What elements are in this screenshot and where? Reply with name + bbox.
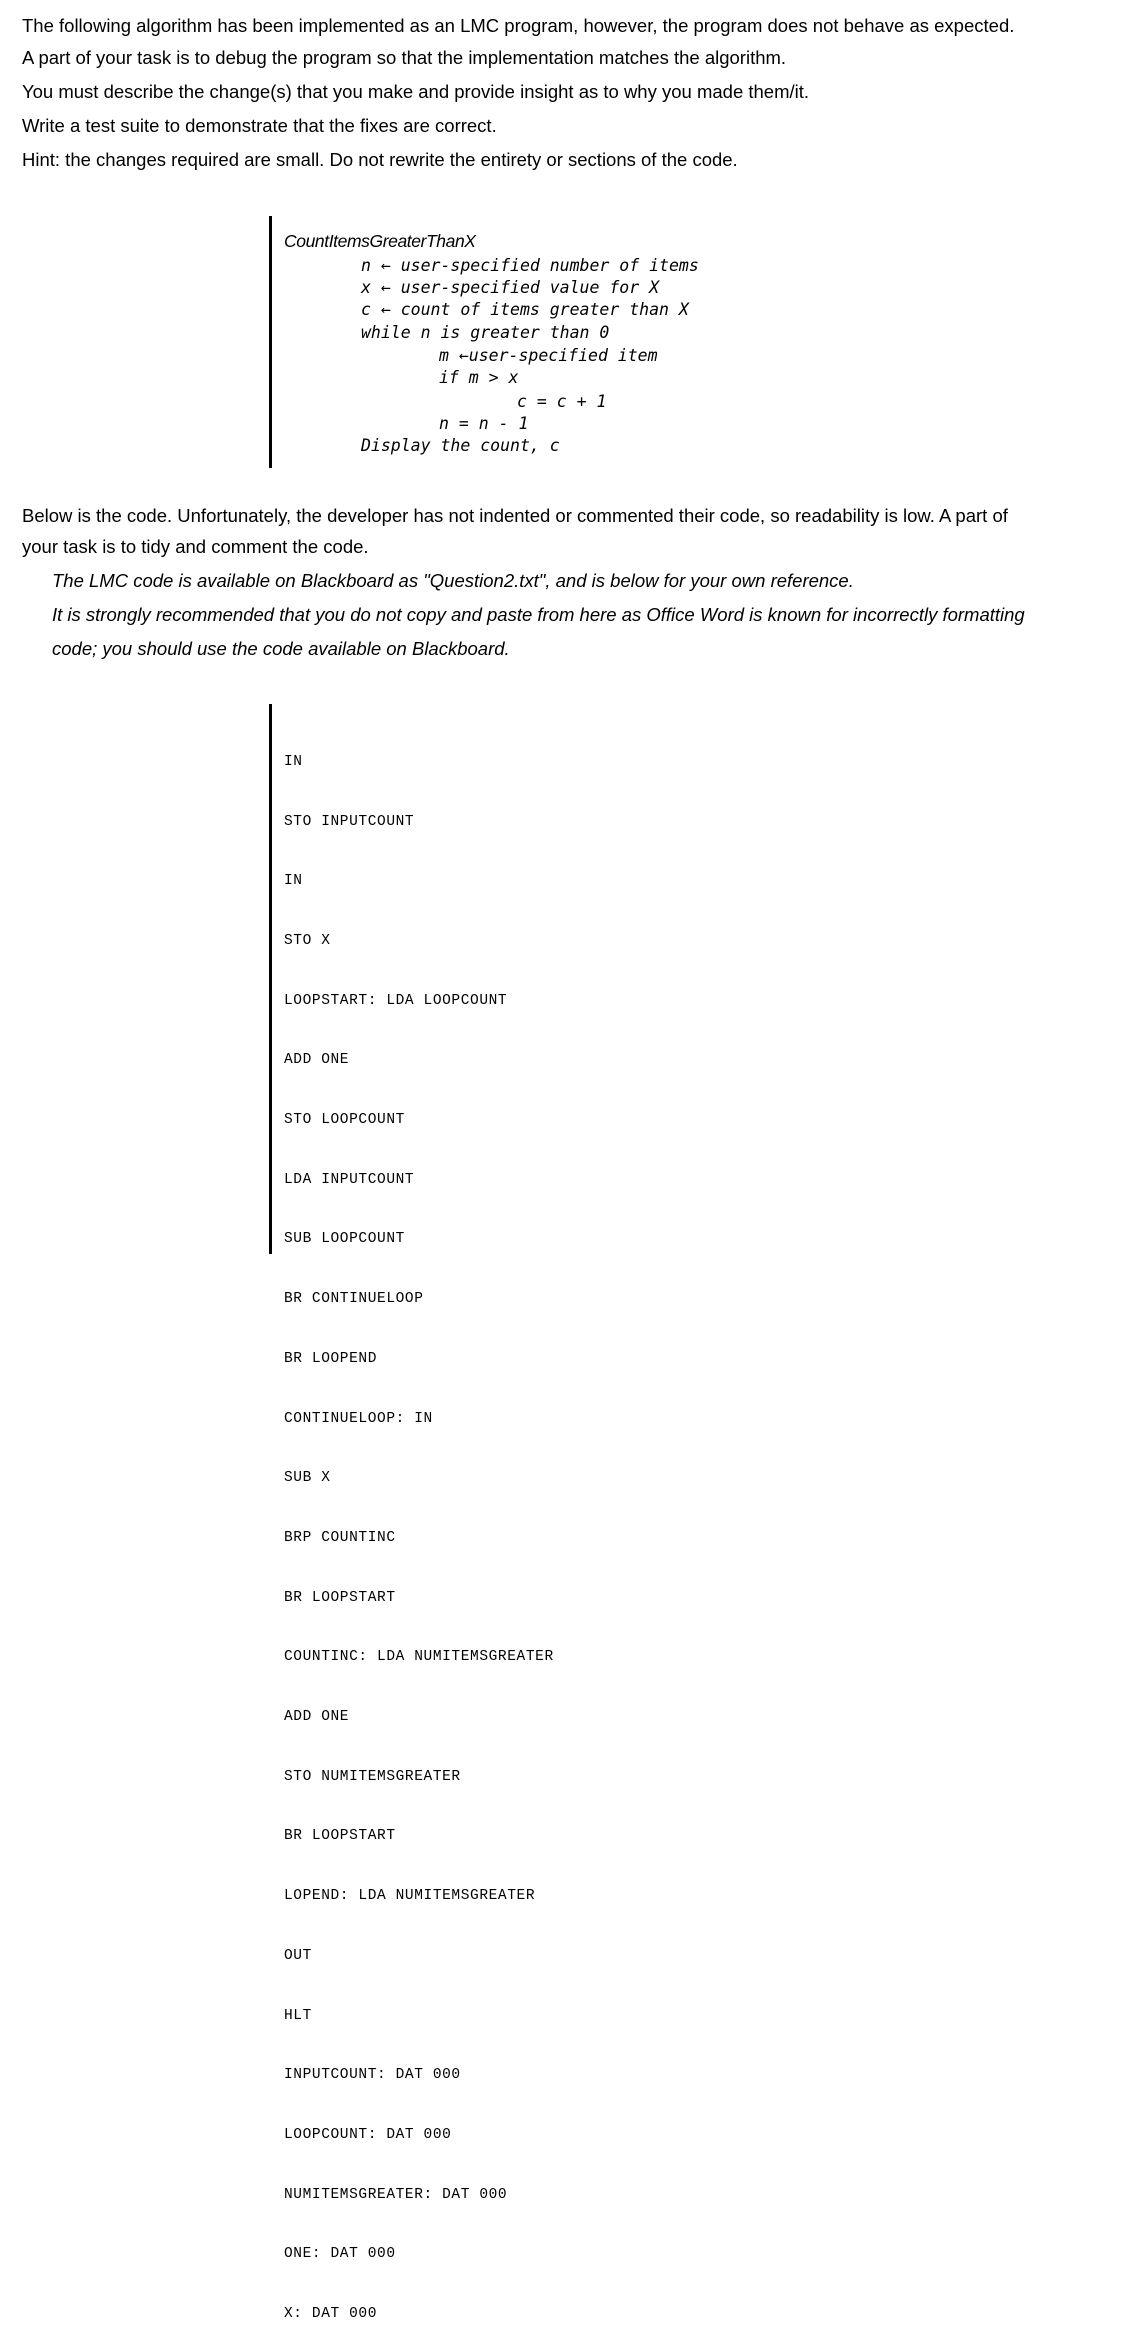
italic-note-3: code; you should use the code available on Blackboard. [52, 638, 510, 659]
hint-paragraph: Hint: the changes required are small. Do not rewrite the entirety or sections of the code. [22, 149, 738, 170]
code-line: X: DAT 000 [284, 2306, 378, 2323]
code-line: COUNTINC: LDA NUMITEMSGREATER [284, 1649, 554, 1666]
lmc-code-block [284, 713, 554, 2345]
code-line: SUB LOOPCOUNT [284, 1231, 405, 1248]
code-line: LDA INPUTCOUNT [284, 1171, 415, 1188]
code-line: ADD ONE [284, 1052, 350, 1069]
intro-paragraph-1: The following algorithm has been implemented as an LMC program, however, the program does not behave as expected. [22, 15, 1015, 36]
code-line: IN [284, 753, 303, 770]
code-line: NUMITEMSGREATER: DAT 000 [284, 2186, 508, 2203]
code-line: BR CONTINUELOOP [284, 1291, 424, 1308]
code-line: BRP COUNTINC [284, 1529, 396, 1546]
code-line: LOOPCOUNT: DAT 000 [284, 2126, 452, 2143]
algorithm-title: CountItemsGreaterThanX [284, 231, 476, 251]
code-line: SUB X [284, 1470, 331, 1487]
code-line: BR LOOPSTART [284, 1828, 396, 1845]
code-line: BR LOOPEND [284, 1350, 378, 1367]
algorithm-line-x: x ← user-specified value for X [361, 278, 660, 297]
code-line: STO LOOPCOUNT [284, 1112, 405, 1129]
code-line: IN [284, 873, 303, 890]
intro-paragraph-3: You must describe the change(s) that you make and provide insight as to why you made them/it. [22, 81, 810, 102]
algorithm-line-m: m ←user-specified item [439, 346, 658, 365]
algorithm-line-increment: c = c + 1 [517, 392, 607, 411]
code-line: STO NUMITEMSGREATER [284, 1768, 461, 1785]
code-line: BR LOOPSTART [284, 1589, 396, 1606]
italic-note-1: The LMC code is available on Blackboard as "Question2.txt", and is below for your own reference. [52, 570, 854, 591]
code-line: STO INPUTCOUNT [284, 813, 415, 830]
code-line: OUT [284, 1947, 312, 1964]
algorithm-left-bar [269, 216, 272, 468]
code-line: STO X [284, 932, 331, 949]
intro-paragraph-4: Write a test suite to demonstrate that the fixes are correct. [22, 115, 497, 136]
algorithm-line-decrement: n = n - 1 [439, 414, 529, 433]
code-left-bar [269, 704, 272, 1254]
algorithm-line-display: Display the count, c [361, 436, 560, 455]
code-line: LOOPSTART: LDA LOOPCOUNT [284, 992, 508, 1009]
middle-paragraph-2: your task is to tidy and comment the code. [22, 536, 369, 557]
code-line: INPUTCOUNT: DAT 000 [284, 2067, 461, 2084]
code-line: CONTINUELOOP: IN [284, 1410, 433, 1427]
algorithm-line-if: if m > x [439, 368, 519, 387]
algorithm-line-c: c ← count of items greater than X [361, 300, 689, 319]
algorithm-line-n: n ← user-specified number of items [361, 256, 699, 275]
code-line: ONE: DAT 000 [284, 2246, 396, 2263]
italic-note-2: It is strongly recommended that you do not copy and paste from here as Office Word is known for incorrectly formatting [52, 604, 1025, 625]
algorithm-line-while: while n is greater than 0 [361, 323, 610, 342]
code-line: ADD ONE [284, 1709, 350, 1726]
middle-paragraph-1: Below is the code. Unfortunately, the developer has not indented or commented their code, so readability is low. A part of [22, 505, 1008, 526]
code-line: HLT [284, 2007, 312, 2024]
intro-paragraph-2: A part of your task is to debug the program so that the implementation matches the algorithm. [22, 47, 787, 68]
code-line: LOPEND: LDA NUMITEMSGREATER [284, 1888, 536, 1905]
